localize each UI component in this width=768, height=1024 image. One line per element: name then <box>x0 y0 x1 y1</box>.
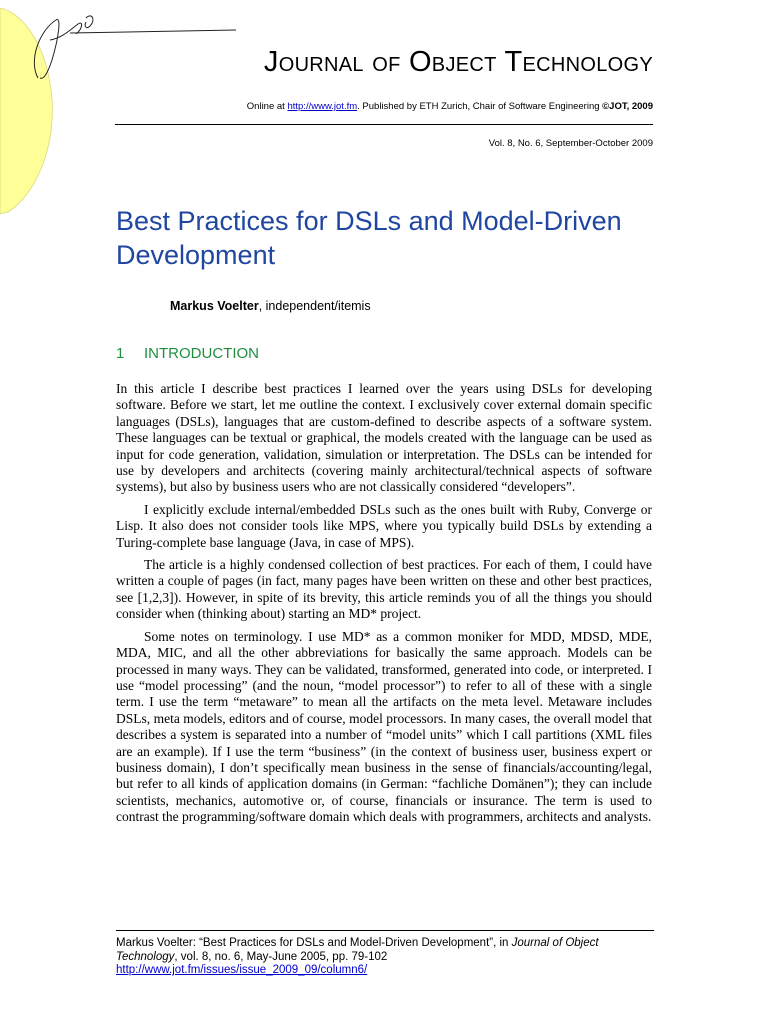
section-number: 1 <box>116 345 125 362</box>
jot-logo-icon <box>0 0 60 215</box>
footer-citation <box>116 937 636 978</box>
volume-info: Vol. 8, No. 6, September-October 2009 <box>488 138 653 149</box>
paragraph-3: The article is a highly condensed collection of best practices. For each of them, I could have written a couple of pages (in fact, many pages have been written on these and other best practices, see [1,2,3]). However, in spite of its brevity, this article reminds you of all the things you should consider when (thinking about) starting an MD* project. <box>116 557 652 622</box>
citation-url-link[interactable]: http://www.jot.fm/issues/issue_2009_09/column6/ <box>116 964 368 976</box>
journal-title: Journal of Object Technology <box>263 46 653 78</box>
paragraph-1: In this article I describe best practices I learned over the years using DSLs for developing software. Before we start, let me outline the context. I exclusively cover external domain specific languages (DSLs), languages that are custom-defined to describe aspects of a software system. These languages can be textual or graphical, the models created with the language can be used as input for code generation, validation, simulation or interpretation. The DSLs can be intended for use by developers and architects (covering mainly architectural/technical aspects of software systems), but also by business users who are not classically considered “developers”. <box>116 381 652 495</box>
copyright-text: ©JOT, 2009 <box>602 101 653 112</box>
author-line <box>170 299 371 313</box>
article-title: Best Practices for DSLs and Model-Driven Development <box>116 206 622 270</box>
online-prefix: Online at <box>246 101 288 112</box>
publisher-text: . Published by ETH Zurich, Chair of Software Engineering <box>357 101 603 112</box>
publication-info-line <box>150 101 653 112</box>
section-title: INTRODUCTION <box>144 345 259 362</box>
paragraph-4: Some notes on terminology. I use MD* as a common moniker for MDD, MDSD, MDE, MDA, MIC, and all the other abbreviations for basically the same approach. Models can be processed in many ways. They can be validated, transformed, generated into code, or interpreted. I use “model processing” (and the noun, “model processor”) to refer to all of these with a single term. I use the term “metaware” to mean all the artifacts on the meta level. Metaware includes DSLs, meta models, editors and of course, model processors. In many cases, the overall model that describes a system is separated into a number of “model units” which I call partitions (XML files are an example). If I use the term “business” (in the context of business user, business expert or business domain), I don’t specifically mean business in the sense of financials/accounting/legal, but refer to all kinds of application domains (in German: “fachliche Domänen”); they can include scientists, mechanics, automotive or, of course, financials or insurance. The term is used to contrast the programming/software domain which deals with programmers, architects and analysts. <box>116 628 652 825</box>
citation-journal: Journal of Object Technology <box>116 937 599 963</box>
citation-author: Markus Voelter: “Best Practices for DSLs and Model-Driven Development”, in <box>116 937 512 949</box>
section-heading <box>116 345 259 362</box>
body-text <box>116 381 652 832</box>
author-affiliation: , independent/itemis <box>258 299 371 313</box>
journal-website-link[interactable]: http://www.jot.fm <box>287 101 358 112</box>
citation-details: , vol. 8, no. 6, May-June 2005, pp. 79-102 <box>174 950 388 963</box>
header-divider <box>115 124 653 125</box>
author-name: Markus Voelter <box>170 299 259 313</box>
footer-divider <box>116 930 654 931</box>
paragraph-2: I explicitly exclude internal/embedded DSLs such as the ones built with Ruby, Converge or Lisp. It also does not consider tools like MPS, where you typically build DSLs by extending a Turing-complete base language (Java, in case of MPS). <box>116 501 652 550</box>
